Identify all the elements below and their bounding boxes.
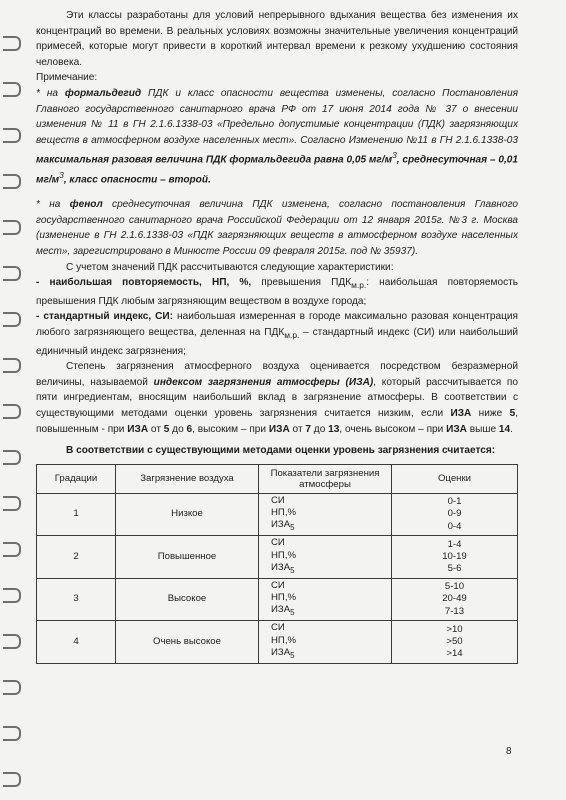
- table-caption: В соответствии с существующими методами оценки уровень загрязнения считается:: [66, 445, 496, 457]
- scores-cell: 0-1 0-9 0-4: [392, 493, 518, 536]
- grade-cell: 3: [37, 578, 116, 621]
- characteristic-np: - наибольшая повторяемость, НП, %, превышения $ПДК_{м.р.}$: наибольшая повторяемость превышения ПДК любым загрязняющим веществом в воздухе города;: [36, 277, 518, 307]
- binding-ring: [3, 174, 21, 189]
- header-grade: Градации: [37, 464, 116, 493]
- grade-cell: 2: [37, 536, 116, 579]
- level-cell: Повышенное: [116, 536, 259, 579]
- document-page: [36, 8, 518, 664]
- indicators-cell: СИ НП,% $ИЗА_5$: [259, 578, 392, 621]
- binding-ring: [3, 404, 21, 419]
- binding-ring: [3, 312, 21, 327]
- note-label: Примечание:: [36, 72, 98, 84]
- table-row: [37, 578, 518, 621]
- binding-ring: [3, 220, 21, 235]
- grade-cell: 1: [37, 493, 116, 536]
- pollution-grades-table: [36, 464, 518, 664]
- binding-ring: [3, 82, 21, 97]
- binding-ring: [3, 450, 21, 465]
- binding-ring: [3, 358, 21, 373]
- binding-ring: [3, 128, 21, 143]
- page-number: 8: [506, 746, 512, 757]
- characteristics-intro: С учетом значений ПДК рассчитываются следующие характеристики:: [66, 261, 394, 273]
- intro-paragraph: Эти классы разработаны для условий непрерывного вдыхания вещества без изменения их концентраций во времени. В реальных условиях возможны значительные увеличения концентраций примесей, которые могут привести в короткий интервал времени к резкому ухудшению состояния человека.: [36, 10, 518, 68]
- scores-cell: 5-10 20-49 7-13: [392, 578, 518, 621]
- binding-ring: [3, 496, 21, 511]
- binding-ring: [3, 36, 21, 51]
- binding-ring: [3, 266, 21, 281]
- note-formaldehyde: * на формальдегид ПДК и класс опасности вещества изменены, согласно Постановления Главного государственного санитарного врача РФ от 17 июня 2014 года № 37 о внесении изменения № 11 в ГН 2.1.6.1338-03 «Предельно допустимые концентрации (ПДК) загрязняющих веществ в атмосферном воздухе населенных мест». Согласно Изменению №11 в ГН 2.1.6.1338-03 максимальная разовая величина ПДК формальдегида равна 0,05 $мг/м^3$, среднесуточная – 0,01 $мг/м^3$, класс опасности – второй.: [36, 87, 518, 186]
- iza-paragraph: Степень загрязнения атмосферного воздуха оценивается посредством безразмерной величины, называемой индексом загрязнения атмосферы (ИЗА), который рассчитывается по пяти ингредиентам, вносящим наибольший вклад в загрязнение атмосферы. В соответствии с существующими методами оценки уровень загрязнения считается низким, если ИЗА ниже 5, повышенным - при ИЗА от 5 до 6, высоким – при ИЗА от 7 до 13, очень высоком – при ИЗА выше 14.: [36, 361, 519, 435]
- characteristic-si: - стандартный индекс, СИ: наибольшая измеренная в городе максимально разовая концентрация любого загрязняющего вещества, деленная на $ПДК_{м.р.}$ – стандартный индекс (СИ) или наибольший единичный индекс загрязнения;: [36, 311, 518, 357]
- table-row: [37, 621, 518, 664]
- level-cell: Высокое: [116, 578, 259, 621]
- binding-ring: [3, 634, 21, 649]
- binding-ring: [3, 772, 21, 787]
- spiral-binding: [0, 0, 24, 800]
- header-scores: Оценки: [392, 464, 518, 493]
- table-row: [37, 536, 518, 579]
- binding-ring: [3, 588, 21, 603]
- binding-ring: [3, 542, 21, 557]
- level-cell: Очень высокое: [116, 621, 259, 664]
- scores-cell: 1-4 10-19 5-6: [392, 536, 518, 579]
- note-phenol: * на фенол среднесуточная величина ПДК изменена, согласно постановления Главного государственного санитарного врача Российской Федерации от 12 января 2015г. №3 г. Москва (изменение в ГН 2.1.6.1338-03 «ПДК загрязняющих веществ в атмосферном воздухе населенных мест», зарегистрировано в Минюсте России 09 февраля 2015г. под № 35937).: [36, 199, 518, 258]
- level-cell: Низкое: [116, 493, 259, 536]
- indicators-cell: СИ НП,% $ИЗА_5$: [259, 621, 392, 664]
- header-pollution: Загрязнение воздуха: [116, 464, 259, 493]
- scores-cell: >10 >50 >14: [392, 621, 518, 664]
- table-header-row: [37, 464, 518, 493]
- grade-cell: 4: [37, 621, 116, 664]
- table-row: [37, 493, 518, 536]
- header-indicators: Показатели загрязнения атмосферы: [259, 464, 392, 493]
- indicators-cell: СИ НП,% $ИЗА_5$: [259, 493, 392, 536]
- binding-ring: [3, 726, 21, 741]
- indicators-cell: СИ НП,% $ИЗА_5$: [259, 536, 392, 579]
- binding-ring: [3, 680, 21, 695]
